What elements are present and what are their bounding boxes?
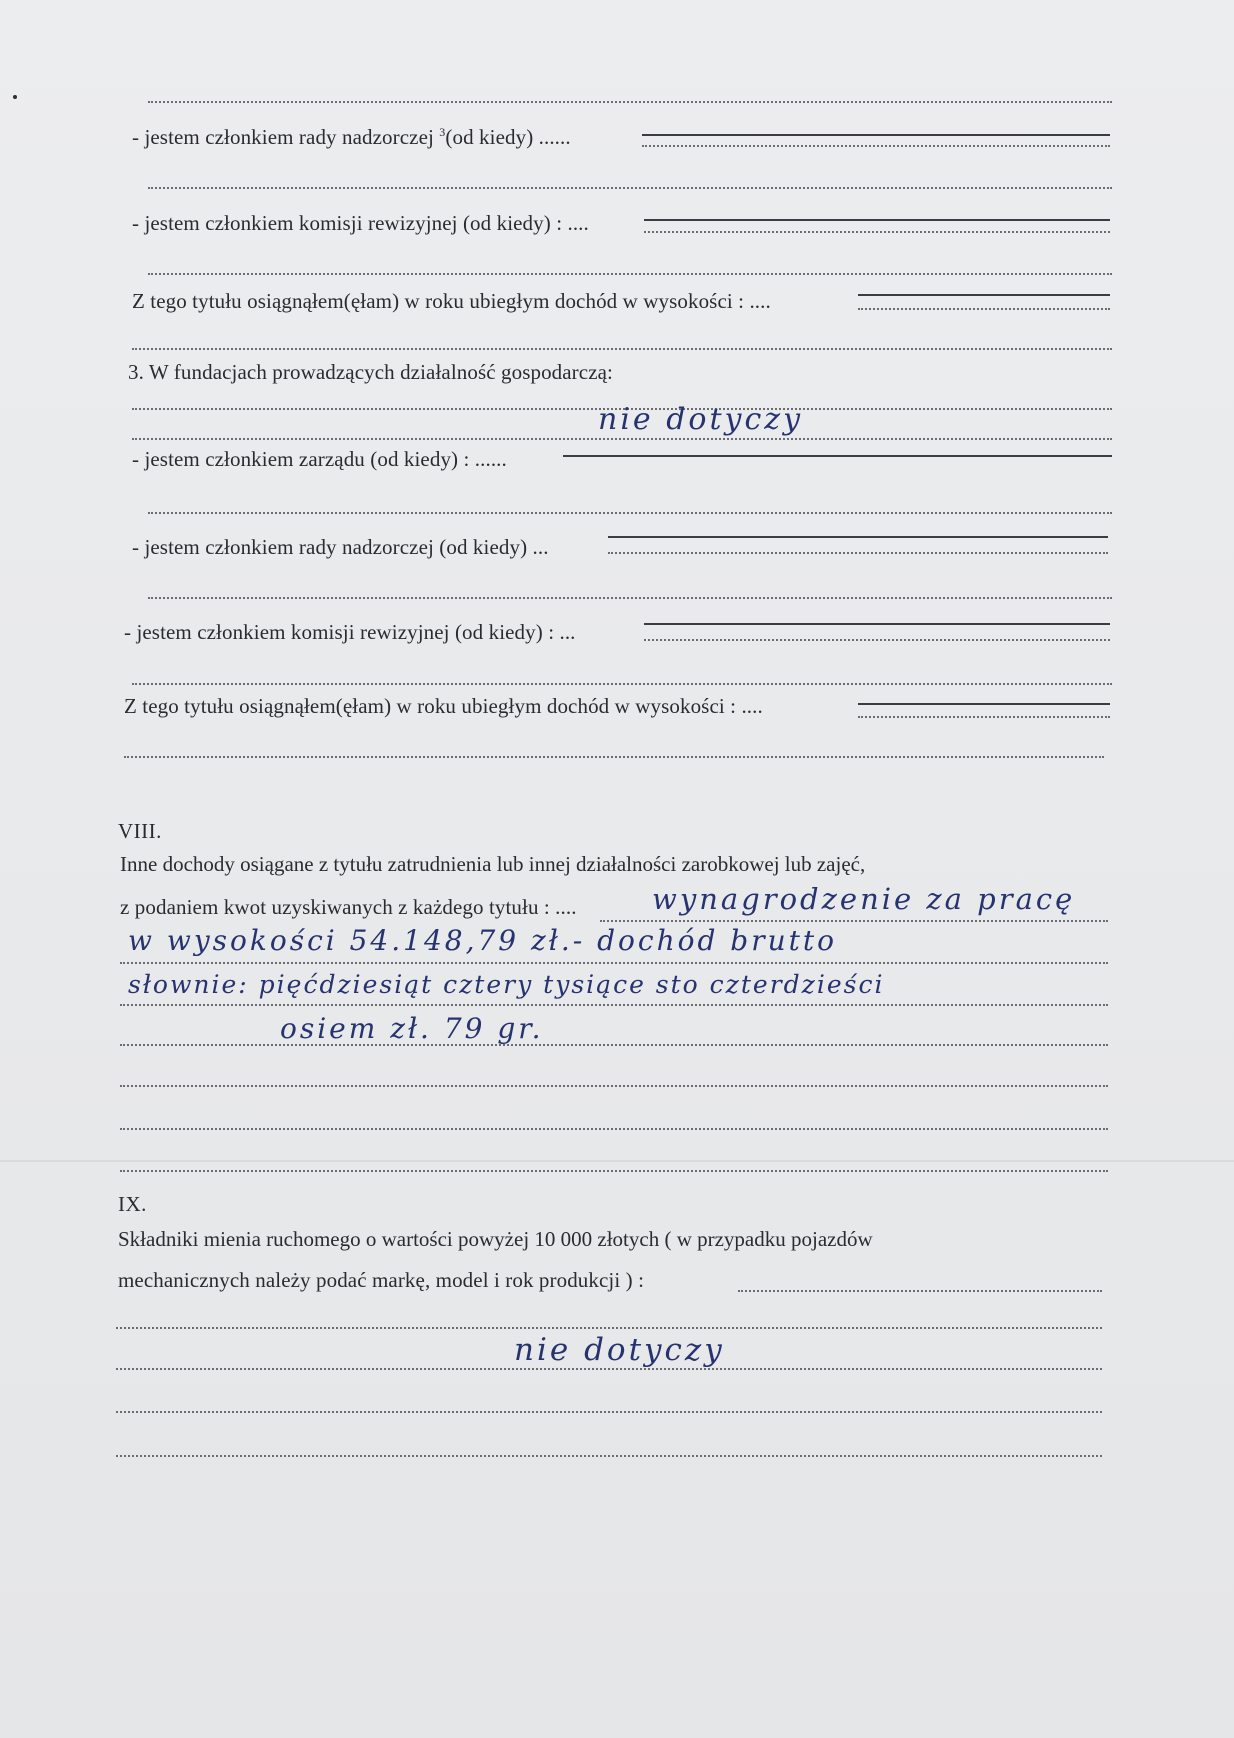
answer-dotted-line <box>600 920 1108 922</box>
cross-out-line <box>858 703 1110 705</box>
answer-dotted-line <box>642 145 1110 147</box>
section-viii-heading: VIII. <box>118 819 162 843</box>
fold-crease <box>0 1160 1234 1162</box>
blank-dotted-line <box>148 187 1112 189</box>
s2-audit-label: - jestem członkiem komisji rewizyjnej (od kiedy) : .... <box>132 211 589 235</box>
blank-dotted-line <box>116 1455 1102 1457</box>
blank-dotted-line <box>148 512 1112 514</box>
blank-dotted-line <box>132 438 1112 440</box>
section-ix-heading: IX. <box>118 1192 147 1216</box>
handwritten-not-applicable-s3: nie dotyczy <box>598 402 804 437</box>
cross-out-line <box>608 536 1108 538</box>
blank-dotted-line <box>116 1327 1102 1329</box>
blank-dotted-line <box>148 597 1112 599</box>
blank-dotted-line <box>120 1085 1108 1087</box>
blank-dotted-line <box>132 348 1112 350</box>
handwritten-income-line1: wynagrodzenie za pracę <box>652 882 1076 916</box>
section-viii-description-line1 <box>120 852 1108 876</box>
blank-dotted-line <box>148 273 1112 275</box>
section-viii-description-line2: z podaniem kwot uzyskiwanych z każdego tytułu : .... <box>120 895 577 919</box>
s3-board-label: - jestem członkiem zarządu (od kiedy) : ...... <box>132 447 507 471</box>
s3-supervisory-label: - jestem członkiem rady nadzorczej (od kiedy) ... <box>132 535 549 559</box>
s3-audit-label: - jestem członkiem komisji rewizyjnej (od kiedy) : ... <box>124 620 576 644</box>
blank-dotted-line <box>116 1411 1102 1413</box>
scan-speck <box>13 95 17 99</box>
section-viii-line1-text: Inne dochody osiągane z tytułu zatrudnienia lub innej działalności zarobkowej lub zajęć, <box>120 852 866 876</box>
answer-dotted-line <box>738 1290 1102 1292</box>
cross-out-line <box>563 455 1112 457</box>
answer-dotted-line <box>120 1004 1108 1006</box>
footnote-marker: 3 <box>439 125 446 139</box>
answer-dotted-line <box>120 1044 1108 1046</box>
section-ix-line1-text: Składniki mienia ruchomego o wartości powyżej 10 000 złotych ( w przypadku pojazdów <box>118 1227 873 1251</box>
s3-income-label: Z tego tytułu osiągnąłem(ęłam) w roku ubiegłym dochód w wysokości : .... <box>124 694 763 718</box>
answer-dotted-line <box>120 962 1108 964</box>
answer-dotted-line <box>858 716 1110 718</box>
handwritten-not-applicable-ix: nie dotyczy <box>514 1332 725 1368</box>
s3-title: 3. W fundacjach prowadzących działalność gospodarczą: <box>128 360 613 384</box>
cross-out-line <box>644 219 1110 221</box>
answer-dotted-line <box>116 1368 1102 1370</box>
answer-dotted-line <box>608 552 1108 554</box>
answer-dotted-line <box>644 231 1110 233</box>
cross-out-line <box>642 134 1110 136</box>
section-ix-description-line2: mechanicznych należy podać markę, model i rok produkcji ) : <box>118 1268 645 1292</box>
handwritten-income-line4: osiem zł. 79 gr. <box>280 1012 544 1045</box>
answer-dotted-line <box>644 639 1110 641</box>
s2-income-label: Z tego tytułu osiągnąłem(ęłam) w roku ubiegłym dochód w wysokości : .... <box>132 289 771 313</box>
cross-out-line <box>644 623 1110 625</box>
s2-supervisory-text: - jestem członkiem rady nadzorczej <box>132 125 440 149</box>
s2-supervisory-label <box>132 125 571 149</box>
handwritten-income-line3: słownie: pięćdziesiąt cztery tysiące sto czterdzieści <box>128 970 885 999</box>
cross-out-line <box>858 294 1110 296</box>
blank-dotted-line <box>132 683 1112 685</box>
blank-dotted-line <box>120 1128 1108 1130</box>
blank-dotted-line <box>148 101 1112 103</box>
blank-dotted-line <box>124 756 1104 758</box>
handwritten-income-line2: w wysokości 54.148,79 zł.- dochód brutto <box>128 924 837 957</box>
blank-dotted-line <box>120 1170 1108 1172</box>
answer-dotted-line <box>858 308 1110 310</box>
s2-supervisory-suffix: (od kiedy) ...... <box>445 125 571 149</box>
section-ix-description-line1 <box>118 1227 1106 1251</box>
